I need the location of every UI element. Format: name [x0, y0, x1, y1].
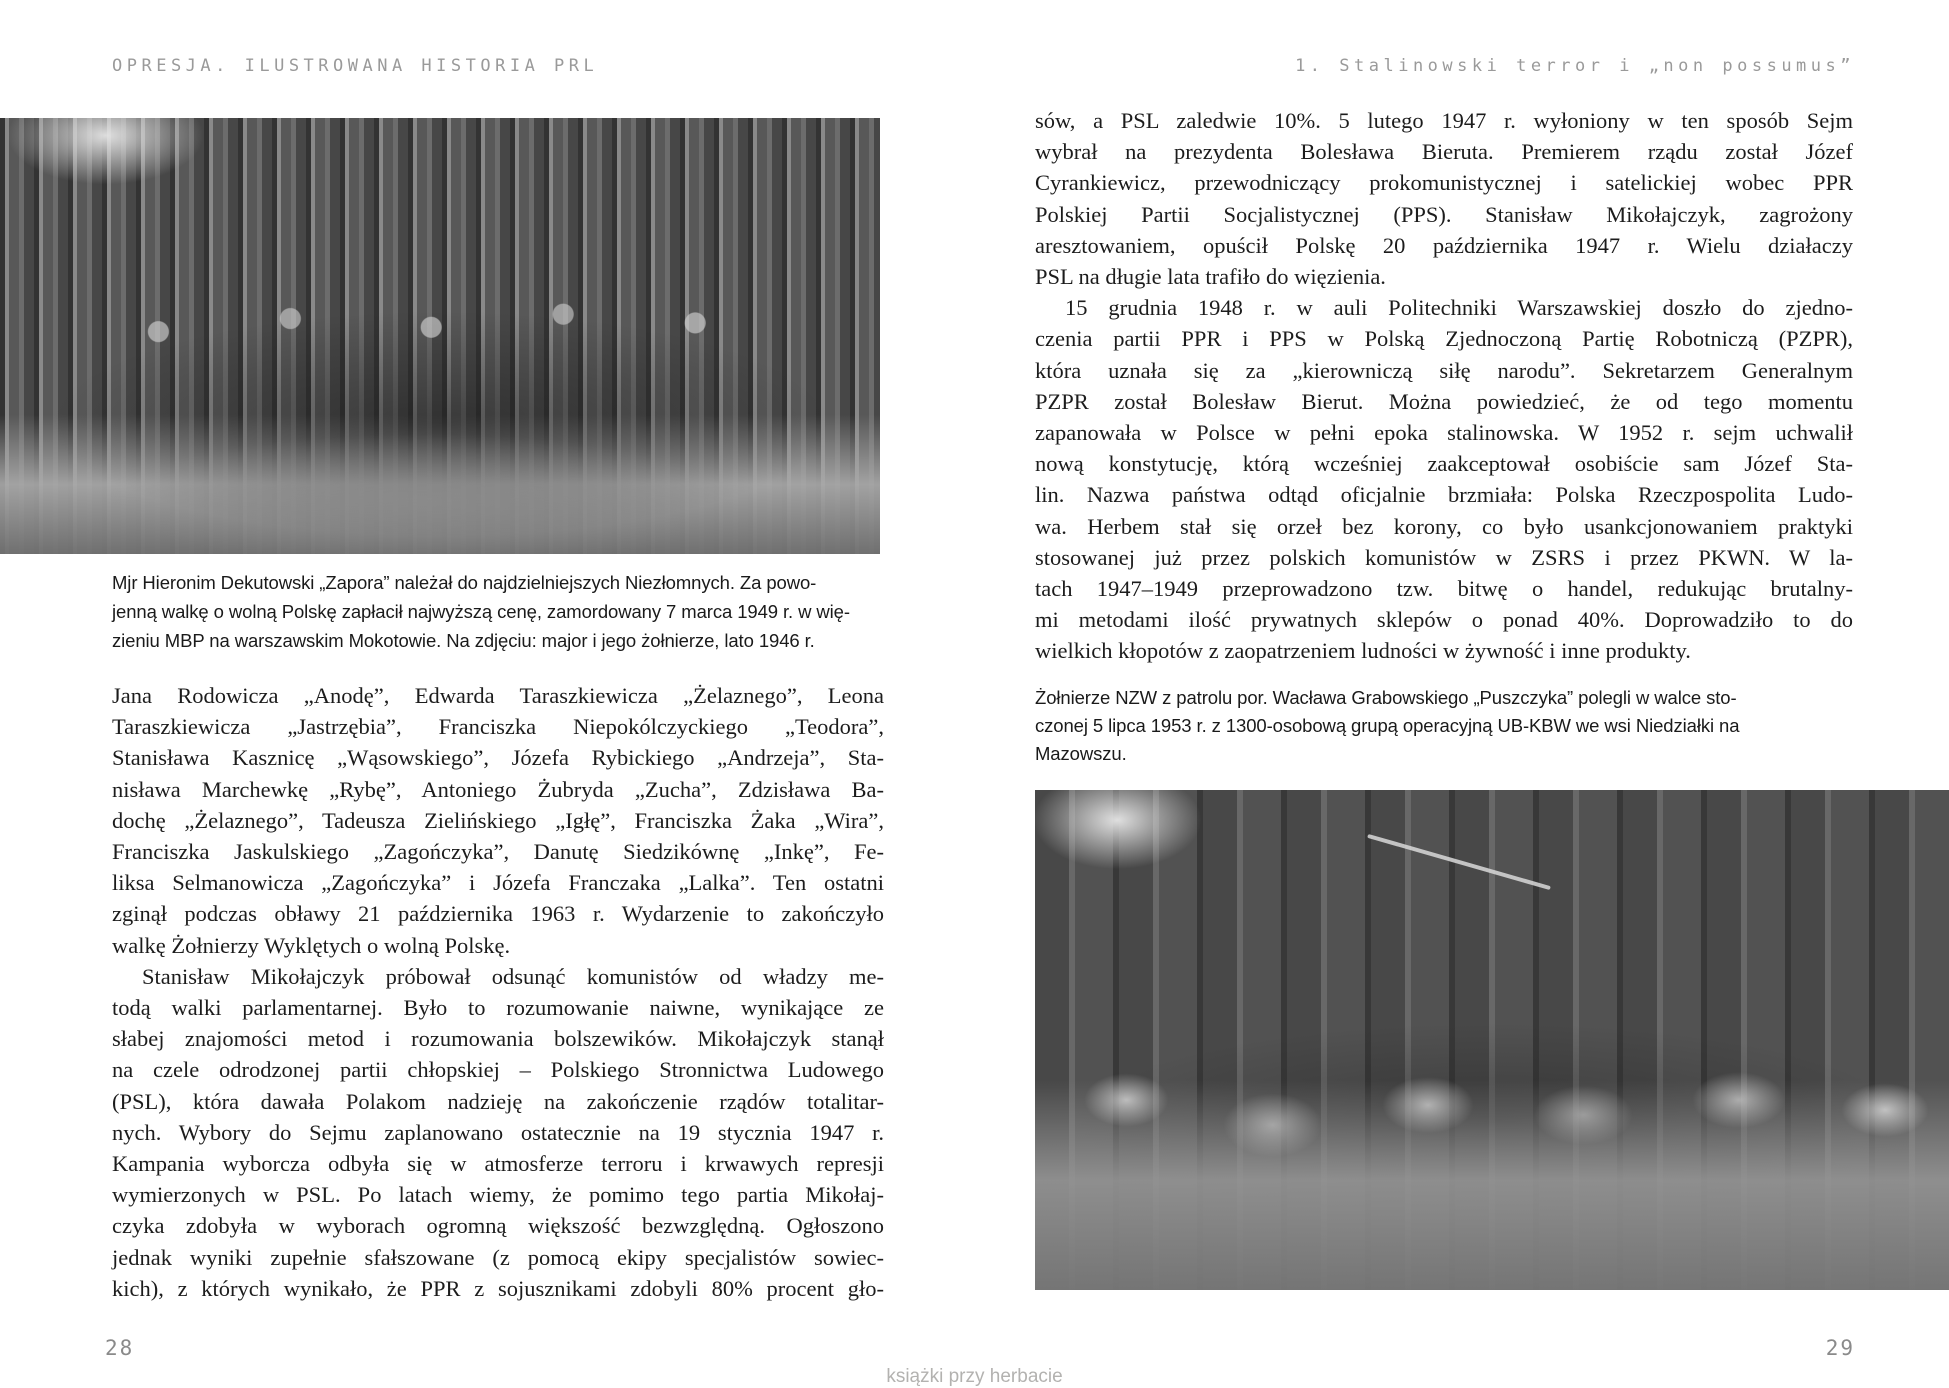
body-text-line: wa. Herbem stał się orzeł bez korony, co było usankcjonowaniem praktyki [1035, 513, 1853, 539]
body-text-line: sów, a PSL zaledwie 10%. 5 lutego 1947 r. wyłoniony w ten sposób Sejm [1035, 108, 1853, 133]
caption-line: jenną walkę o wolną Polskę zapłacił najwyższą cenę, zamordowany 7 marca 1949 r. w wię- [112, 601, 850, 622]
body-text-line: stosowanej już przez polskich komunistów w ZSRS i przez PKWN. W la- [1035, 544, 1853, 570]
caption-line: Mazowszu. [1035, 743, 1127, 764]
running-title-left: OPRESJA. ILUSTROWANA HISTORIA PRL [112, 56, 599, 76]
body-text-line: liksa Selmanowicza „Zagończyka” i Józefa Franczaka „Lalka”. Ten ostatni [112, 870, 884, 896]
body-text-line: słabej znajomości metod i rozumowania bolszewików. Mikołajczyk stanął [112, 1026, 884, 1052]
watermark-text: książki przy herbacie [886, 1366, 1063, 1387]
body-text-line: wielkich kłopotów z zaopatrzeniem ludności w żywność i inne produkty. [1035, 638, 1691, 664]
fallen-soldiers-barn-photo [1035, 790, 1949, 1290]
page-number-left: 28 [105, 1336, 135, 1360]
caption-line: zieniu MBP na warszawskim Mokotowie. Na zdjęciu: major i jego żołnierze, lato 1946 r. [112, 630, 815, 651]
body-text-line: nisława Marchewkę „Rybę”, Antoniego Żubryda „Zucha”, Zdzisława Ba- [112, 776, 884, 802]
body-text-line: wybrał na prezydenta Bolesława Bieruta. Premierem rządu został Józef [1035, 139, 1853, 165]
body-text-line: czenia partii PPR i PPS w Polską Zjednoczoną Partię Robotniczą (PZPR), [1035, 326, 1853, 352]
body-text-line: która uznała się za „kierowniczą siłę narodu”. Sekretarzem Generalnym [1035, 357, 1853, 383]
body-text-line: nych. Wybory do Sejmu zaplanowano ostatecznie na 19 stycznia 1947 r. [112, 1119, 884, 1145]
body-text-line: kich), z których wynikało, że PPR z sojusznikami zdobyli 80% procent gło- [112, 1275, 884, 1301]
left-body-text [112, 680, 884, 1304]
body-text-line: aresztowaniem, opuścił Polskę 20 października 1947 r. Wielu działaczy [1035, 232, 1853, 258]
body-text-line: Franciszka Jaskulskiego „Zagończyka”, Danutę Siedzikównę „Inkę”, Fe- [112, 839, 884, 865]
body-text-line: lin. Nazwa państwa odtąd oficjalnie brzmiała: Polska Rzeczpospolita Ludo- [1035, 482, 1853, 508]
photo-diagonal-highlight [1367, 834, 1551, 890]
body-text-line: tach 1947–1949 przeprowadzono tzw. bitwę o handel, redukując brutalny- [1035, 576, 1853, 602]
body-text-line: PSL na długie lata trafiło do więzienia. [1035, 264, 1386, 290]
right-photo-caption [1035, 684, 1850, 768]
body-text-line: (PSL), która dawała Polakom nadzieję na zakończenie rządów totalitar- [112, 1088, 884, 1114]
body-text-line: czyka zdobyła w wyborach ogromną większość bezwzględną. Ogłoszono [112, 1213, 884, 1239]
left-photo-caption [112, 568, 872, 655]
body-text-line: Cyrankiewicz, przewodniczący prokomunistycznej i satelickiej wobec PPR [1035, 170, 1853, 196]
body-text-line: dochę „Żelaznego”, Tadeusza Zielińskiego „Igłę”, Franciszka Żaka „Wira”, [112, 807, 884, 833]
body-text-line: Stanisław Mikołajczyk próbował odsunąć komunistów od władzy me- [142, 963, 884, 989]
body-text-line: na czele odrodzonej partii chłopskiej – Polskiego Stronnictwa Ludowego [112, 1057, 884, 1083]
body-text-line: Kampania wyborcza odbyła się w atmosferze terroru i krwawych represji [112, 1151, 884, 1177]
body-text-line: PZPR został Bolesław Bierut. Można powiedzieć, że od tego momentu [1035, 388, 1853, 414]
body-text-line: wymierzonych w PSL. Po latach wiemy, że pomimo tego partia Mikołaj- [112, 1182, 884, 1208]
right-body-text [1035, 105, 1853, 667]
body-text-line: jednak wyniki zupełnie sfałszowane (z pomocą ekipy specjalistów sowiec- [112, 1244, 884, 1270]
caption-line: Mjr Hieronim Dekutowski „Zapora” należał do najdzielniejszych Niezłomnych. Za powo- [112, 572, 817, 593]
page-number-right: 29 [1825, 1336, 1855, 1360]
body-text-line: Jana Rodowicza „Anodę”, Edwarda Taraszkiewicza „Żelaznego”, Leona [112, 683, 884, 708]
body-text-line: todą walki parlamentarnej. Było to rozumowanie naiwne, wynikające ze [112, 995, 884, 1021]
body-text-line: Taraszkiewicza „Jastrzębia”, Franciszka Niepokólczyckiego „Teodora”, [112, 714, 884, 740]
running-title-right: 1. Stalinowski terror i „non possumus” [1295, 56, 1855, 76]
body-text-line: zginął podczas obławy 21 października 1963 r. Wydarzenie to zakończyło [112, 901, 884, 927]
body-text-line: nową konstytucję, którą wcześniej zaakceptował osobiście sam Józef Sta- [1035, 451, 1853, 477]
body-text-line: Polskiej Partii Socjalistycznej (PPS). Stanisław Mikołajczyk, zagrożony [1035, 201, 1853, 227]
body-text-line: 15 grudnia 1948 r. w auli Politechniki Warszawskiej doszło do zjedno- [1065, 295, 1853, 321]
body-text-line: Stanisława Kasznicę „Wąsowskiego”, Józefa Rybickiego „Andrzeja”, Sta- [112, 745, 884, 771]
caption-line: czonej 5 lipca 1953 r. z 1300-osobową grupą operacyjną UB-KBW we wsi Niedziałki na [1035, 715, 1740, 736]
caption-line: Żołnierze NZW z patrolu por. Wacława Grabowskiego „Puszczyka” polegli w walce sto- [1035, 687, 1737, 708]
body-text-line: walkę Żołnierzy Wyklętych o wolną Polskę. [112, 932, 511, 958]
partisans-forest-photo [0, 118, 880, 554]
body-text-line: zapanowała w Polsce w pełni epoka stalinowska. W 1952 r. sejm uchwalił [1035, 420, 1853, 446]
body-text-line: mi metodami ilość prywatnych sklepów o ponad 40%. Doprowadziło to do [1035, 607, 1853, 633]
